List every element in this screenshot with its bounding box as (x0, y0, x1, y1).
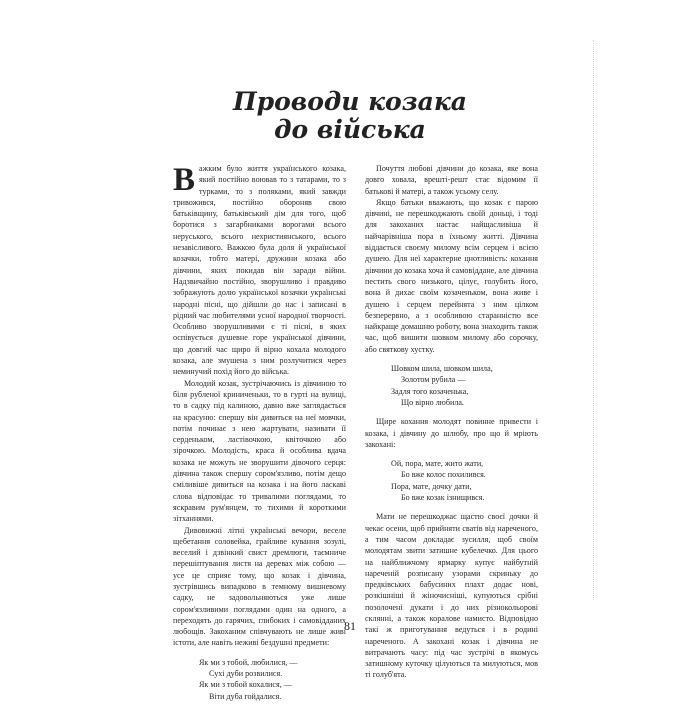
verse-line: Ой, пора, мате, жито жати, (391, 459, 484, 469)
verse-line: Пора, мате, дочку дати, (391, 481, 472, 491)
verse-line: Сухі дуби розвилися. (209, 669, 283, 679)
verse (391, 458, 538, 503)
paragraph (173, 163, 346, 378)
right-column (365, 163, 538, 681)
page-number: 81 (344, 619, 356, 633)
drop-cap: В (173, 162, 196, 198)
paragraph: Якщо батьки вважають, що козак є парою дівчині, не перешкоджають своїй доньці, і тоді для закоханих настає найщасливіша й найчарівніша пора в їхньому житті. Дівчина віддається своєму милому всім серцем і всією душею. Для неї характерне цнотливість: кохання дівчини до козака хоча й самовіддане, але дівчина пестить свого низького, цілує, голубить його, вона й дихає своїм козаченьком, вона живе і душею і серцем перейнята з ним цілком безперервно, а з особливою старанністю все найкраще домашню роботу, вона знаходить також час, щоб вишити шовком милому або сорочку, або святкову хустку. (365, 197, 538, 354)
title-line-2: до війська (274, 115, 426, 144)
verse (391, 363, 538, 408)
verse-line: Бо вже козак ізнищився. (401, 493, 485, 503)
verse-line: Як ми з тобой кохалися, — (199, 680, 292, 690)
verse-line: Задля того козаченька, (391, 386, 469, 396)
paragraph: Почуття любові дівчини до козака, яке вона довго ховала, врешті-решт стає відомим її батькові й матері, а також усьому селу. (365, 164, 538, 196)
paragraph-text: ажким було життя українського козака, який постійно воював то з татарами, то з турками, то з поляками, який завжди тривожився, постійно обороняв свою батьківщину, батьківський дім для того, щоб боротися з загарбниками ворогами всього неруського, всього нехристиянського, всього незавісливого. Важкою була доля й української козачки, тобто матері, дружини козака або дівчини, яких покидав він заради війни. Надзвичайно постійно, зворушливо і правдиво зображують долю української козачки українські народні пісні, що дійшли до нас і записані в рідний час любителями усної народної творчості. Особливо зворушливими є ті пісні, в яких оспівується душевне горе української дівчини, що довгий час щиро й вірно кохала молодого козака, але змушена з ним розлучитися через неминучий похід його до війська. (173, 164, 346, 377)
title-line-1: Проводи козака (233, 87, 467, 116)
page-title (0, 88, 700, 144)
verse-line: Шовком шила, шовком шила, (391, 364, 493, 374)
verse-line: Як ми з тобой, любилися, — (199, 657, 298, 667)
verse-line: Золотом рубила — (401, 375, 466, 385)
paragraph: Дивовижні літні українські вечори, веселе щебетання соловейка, грайливе кування зозулі, веселий і дзвінкий свист дремлюги, таємниче перешіптування листя на деревах між собою — усе це сприяє тому, що козак і дівчина, зустрівшись випадково в темному вишневому садку, не задовольняються уже лише сором'язливими поглядами один на одного, а переходять до гарячих, глибоких і самовідданих любощів. Закоханим співчувають не лише живі істоти, але навіть неживі бездушні предмети: (173, 525, 346, 648)
paragraph: Щире кохання молодят повинне привести і козака, і дівчину до шлюбу, про що й мріють закохані: (365, 417, 538, 449)
paragraph: Молодий козак, зустрічаючись із дівчиною то біля рубленої криниченьки, то в гурті на вулиці, то в садку під калиною, давно вже заглядається на красуню: спершу він дивиться на неї мовчки, потім починає з нею жартувати, називати її серденьком, ластівочкою, квіточкою або зірочкою. Молодість, краса й особлива вдача козака не можуть не зворушити дівочого серця: дівчина також спершу сором'язливо, потім дещо сміливіше дивиться на козака і на його ласкаві слова відповідає то тривалими поглядами, то яскравим рум'янцем, то тихими й короткими зітханнями. (173, 378, 346, 524)
verse-line: Бо вже колос похилився. (401, 470, 486, 480)
verse-line: Віти дуба гойдалися. (209, 691, 282, 701)
verse-line: Що вірно любила. (401, 397, 464, 407)
verse (199, 657, 346, 702)
paragraph: Мати не перешкоджає щастю своєї дочки й чекає осени, щоб прийняти сватів від нареченого, а тим часом докладає зусилля, щоб своїм молодятам звити затишне кубелечко. Для цього на найближчому ярмарку купує найбутній нареченій розписану узорами скриньку до предківських бабусиних плахт додає нові, розкішніші й жіночисніші, купуються срібні позолочені дукати і до них різнокольорові склянні, а також коралове намисто. Відповідно такі ж приготування ведуться і в родині нареченого. А закохані козак і дівчина не витрачають часу: під час зустрічі в якомусь затишному куточку цілуються та милуються, мов ті голуб'ята. (365, 512, 538, 680)
